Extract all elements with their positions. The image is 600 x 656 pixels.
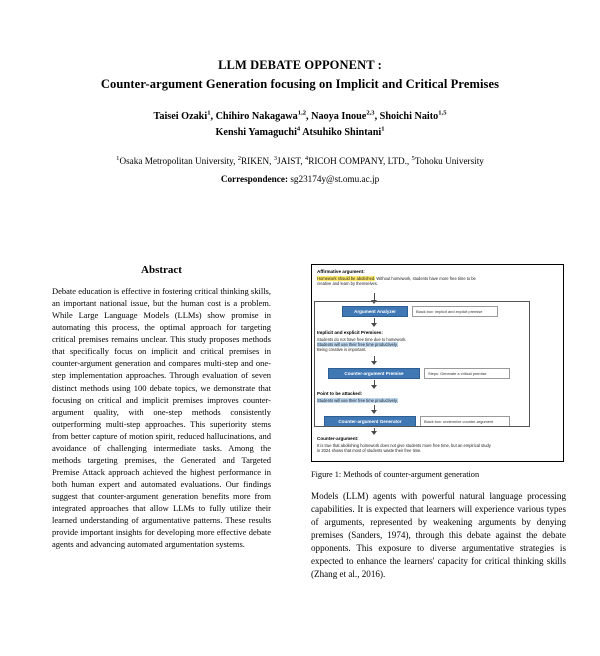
correspondence-label: Correspondence: [220, 173, 289, 184]
point-to-attack-title: Point to be attacked: [317, 391, 363, 396]
counter-argument-generator-box: Counter-argument Generator [324, 416, 416, 427]
figure-diagram [311, 264, 564, 462]
affiliations: $^1$Osaka Metropolitan University, $^2$RIKEN, $^3$JAIST, $^4$RICOH COMPANY, LTD., $^5$Tohoku University [116, 155, 484, 167]
author-line-2: Kenshi Yamaguchi$^4$ Atsuhiko Shintani$^1$ [215, 125, 385, 139]
counter-premise-note: Steps: Generate a critical premise [424, 368, 510, 379]
two-column-body [34, 264, 566, 581]
author-list [46, 109, 554, 142]
title-line-2: Counter-argument Generation focusing on Implicit and Critical Premises [100, 77, 500, 92]
figure-caption: Figure 1: Methods of counter-argument generation [311, 470, 480, 479]
affirmative-argument-text: Homework should be abolished. Without homework, students have more free time to be creative and learn by themselves. [317, 275, 476, 287]
correspondence [30, 173, 570, 187]
right-column [311, 264, 566, 581]
paper-page [0, 56, 600, 656]
author-line-1: Taisei Ozaki$^1$, Chihiro Nakagawa$^{1,2}$, Naoya Inoue$^{2,3}$, Shoichi Naito$^{1,5}$ [153, 109, 447, 122]
argument-analyzer-note: Black box: implicit and explicit premise [412, 306, 498, 317]
counter-argument-text: It is true that abolishing homework does not give students more free time, but an empirical study in 2024 shows that most of students waste their free time. [317, 442, 491, 454]
correspondence-email: sg23174y@st.omu.ac.jp [290, 173, 380, 184]
title-line-1: LLM DEBATE OPPONENT : [218, 58, 382, 72]
implicit-premises-title: Implicit and explicit Premises: [317, 330, 383, 335]
implicit-premises-items: Students do not have free time due to homework. Students will use their free time productively. Being creative is important. [317, 336, 407, 353]
affirmative-argument-block [317, 269, 477, 286]
abstract-heading: Abstract [141, 264, 182, 276]
affirmative-argument-title: Affirmative argument: [317, 269, 365, 274]
main-paragraph-1: Models (LLM) agents with powerful natural language processing capabilities. It is expected that learners will experience various types of arguments, represented by weakening arguments by denying premises (Sanders, 1974), through this debate against the debate opponents. This exposure to diverse argumentative strategies is expected to enhance the learners' capacity for critical thinking skills (Zhang et al., 2016). [311, 491, 566, 579]
counter-argument-block [317, 436, 492, 453]
paper-title [52, 56, 548, 95]
counter-premise-box: Counter-argument Premise [328, 368, 420, 379]
argument-analyzer-box: Argument Analyzer [342, 306, 408, 317]
counter-argument-title: Counter-argument: [317, 436, 359, 441]
abstract-text: Debate education is effective in fostering critical thinking skills, an important national issue, but the human cost is a problem. While Large Language Models (LLMs) show promise in automating this process, the optimal approach for targeting critical premises remains unclear. This study proposes methods that specifically focus on implicit and critical premises in counter-argument generation and compares multi-step and one-step implementation approaches. Through evaluation of seven distinct methods using 100 debate topics, we demonstrate that focusing on critical and implicit premises improves counter-argument quality, with one-step methods consistently outperforming multi-step approaches. This superiority stems from better capture of motion spirit, reduced hallucinations, and avoidance of challenging intermediate tasks. Among the methods targeting premises, the Generated and Targeted Premise Attack approach achieved the highest performance in both human expert and automated evaluations. Our findings suggest that counter-argument generation benefits more from integrated approaches that allow LLMs to fully utilize their learned understanding of argumentative patterns. These results provide important insights for developing more effective debate agents and advancing automated argumentation systems. [52, 286, 271, 550]
arrow-down-6 [371, 431, 377, 435]
pipeline-group-outline [314, 301, 530, 427]
point-to-attack-text: Students will use their free time productively. [317, 397, 398, 403]
left-column [34, 264, 289, 581]
figure-1 [311, 264, 566, 480]
counter-argument-generator-note: Black box: undermine counter-argument [420, 416, 510, 427]
